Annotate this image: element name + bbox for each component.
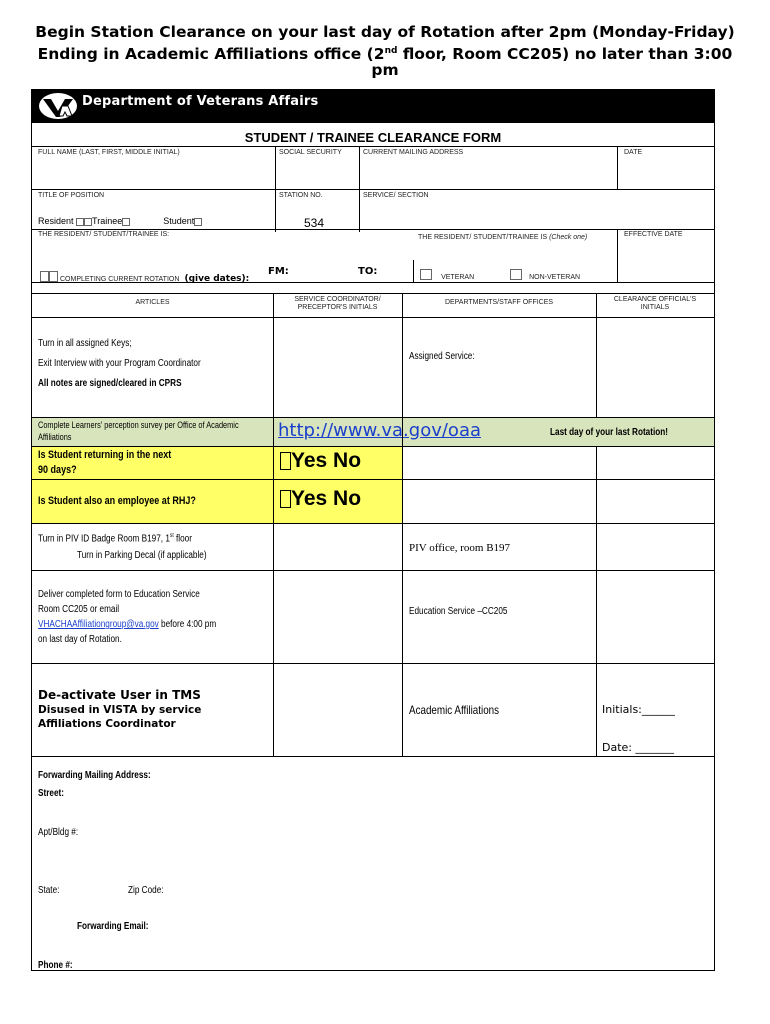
forwarding-email-field[interactable] [162, 917, 692, 935]
tms-text-3: Affiliations Coordinator [38, 718, 176, 730]
phone-field[interactable] [82, 956, 282, 970]
deliver-email-link[interactable]: VHACHAAffiliationgroup@va.gov [38, 619, 159, 630]
resident-is-label: THE RESIDENT/ STUDENT/TRAINEE IS: [38, 231, 170, 238]
parking-decal-text: Turn in Parking Decal (if applicable) [77, 550, 207, 561]
state-field[interactable] [72, 881, 122, 899]
departments-header: DEPARTMENTS/STAFF OFFICES [444, 299, 554, 306]
returning-yes-no[interactable] [280, 449, 361, 473]
returning-yes-no-label: Yes No [291, 449, 362, 472]
street-label: Street: [38, 788, 64, 799]
coordinator-header-1: SERVICE COORDINATOR/ [294, 296, 381, 303]
mailing-address-label: CURRENT MAILING ADDRESS [363, 149, 464, 156]
resident-checkbox[interactable] [76, 218, 84, 226]
apt-label: Apt/Bldg #: [38, 827, 79, 838]
station-number: 534 [304, 216, 325, 230]
zip-label: Zip Code: [128, 885, 164, 896]
trainee-label: Trainee [92, 216, 123, 226]
employee-text: Is Student also an employee at RHJ? [38, 495, 196, 507]
employee-yes-checkbox[interactable] [280, 490, 291, 508]
header-line-3: pm [371, 61, 399, 79]
veteran-label: VETERAN [441, 274, 475, 281]
piv-text-1 [38, 533, 192, 544]
va-logo-icon [38, 92, 78, 120]
header-line-2b: floor, Room CC205) no later than 3:00 [397, 45, 733, 64]
to-label: TO: [358, 266, 378, 277]
articles-header: ARTICLES [135, 299, 170, 306]
trainee-checkbox-2[interactable] [122, 218, 130, 226]
veteran-option[interactable] [420, 264, 474, 283]
resident-label: Resident [38, 216, 74, 226]
ssn-field[interactable] [279, 160, 355, 186]
tms-text-2: Disused in VISTA by service [38, 704, 202, 716]
completing-checkbox[interactable] [40, 271, 49, 282]
resident-is-check-label [418, 234, 587, 242]
piv-text-1a: Turn in PIV ID Badge Room B197, 1 [38, 533, 170, 545]
station-no-label: STATION NO. [279, 192, 323, 199]
check-one-text: (Check one) [549, 234, 588, 241]
official-header-1: CLEARANCE OFFICIAL'S [613, 296, 697, 303]
oaa-link[interactable]: http://www.va.gov/oaa [278, 420, 482, 441]
piv-text-1b: floor [173, 533, 192, 545]
give-dates-label: (give dates): [184, 274, 250, 284]
completing-checkbox-2[interactable] [49, 271, 58, 282]
assigned-service-text: Assigned Service: [409, 351, 475, 362]
returning-yes-checkbox[interactable] [280, 452, 291, 470]
from-label: FM: [268, 266, 289, 277]
clearance-form [31, 89, 715, 971]
piv-sup: st [169, 533, 174, 539]
academic-affiliations-text: Academic Affiliations [409, 703, 500, 717]
date-field[interactable] [622, 160, 710, 186]
notes-text: All notes are signed/cleared in CPRS [38, 378, 182, 389]
non-veteran-label: NON-VETERAN [529, 274, 581, 281]
coordinator-header-2: PRECEPTOR'S INITIALS [297, 304, 378, 311]
piv-office-text: PIV office, room B197 [409, 542, 511, 554]
tms-text-1: De-activate User in TMS [38, 688, 201, 702]
non-veteran-option[interactable] [510, 264, 580, 283]
coordinator-header [273, 296, 402, 312]
initials-field[interactable]: Initials:______ [602, 703, 675, 716]
va-banner [32, 90, 714, 122]
survey-text-1: Complete Learners' perception survey per Office of Academic [38, 420, 239, 430]
full-name-label: FULL NAME (LAST, FIRST, MIDDLE INITIAL) [38, 149, 180, 156]
last-day-text: Last day of your last Rotation! [550, 427, 669, 438]
street-field[interactable] [92, 784, 692, 802]
keys-text: Turn in all assigned Keys; [38, 338, 132, 349]
employee-yes-no[interactable] [280, 487, 361, 511]
survey-text-2: Affiliations [38, 432, 72, 442]
header-line-2a: Ending in Academic Affiliations office (2 [37, 45, 385, 64]
form-title: STUDENT / TRAINEE CLEARANCE FORM [244, 130, 502, 145]
header-line-1: Begin Station Clearance on your last day of Rotation after 2pm (Monday-Friday) [35, 23, 735, 41]
forwarding-title: Forwarding Mailing Address: [38, 770, 151, 781]
trainee-checkbox[interactable] [84, 218, 92, 226]
full-name-field[interactable] [38, 160, 268, 186]
deliver-text-1: Deliver completed form to Education Service [38, 589, 200, 600]
header-sup: nd [384, 46, 398, 56]
forwarding-email-label: Forwarding Email: [77, 921, 149, 932]
deliver-text-2: Room CC205 or email [38, 604, 120, 615]
deliver-text-3 [38, 619, 216, 630]
effective-date-label: EFFECTIVE DATE [624, 231, 683, 238]
returning-text-1: Is Student returning in the next [38, 449, 172, 461]
apt-field[interactable] [92, 823, 692, 841]
official-header-2: INITIALS [640, 304, 670, 311]
banner-title: Department of Veterans Affairs [82, 94, 319, 109]
non-veteran-checkbox[interactable] [510, 269, 522, 280]
phone-label: Phone #: [38, 960, 73, 971]
zip-field[interactable] [172, 881, 292, 899]
service-section-field[interactable] [363, 202, 710, 226]
effective-date-field[interactable] [622, 242, 710, 280]
date-label: DATE [624, 149, 643, 156]
date-signature-field[interactable]: Date: _______ [602, 741, 674, 754]
official-header [596, 296, 714, 312]
position-type-row [38, 215, 202, 227]
check-label-text: THE RESIDENT/ STUDENT/TRAINEE IS [418, 234, 548, 241]
deliver-text-4: on last day of Rotation. [38, 634, 122, 645]
title-position-label: TITLE OF POSITION [38, 192, 105, 199]
veteran-checkbox[interactable] [420, 269, 432, 280]
returning-text-2: 90 days? [38, 464, 77, 476]
mailing-address-field[interactable] [363, 160, 613, 186]
exit-interview-text: Exit Interview with your Program Coordinator [38, 358, 201, 369]
state-label: State: [38, 885, 60, 896]
student-checkbox[interactable] [194, 218, 202, 226]
education-service-text: Education Service –CC205 [409, 606, 508, 617]
completing-label: COMPLETING CURRENT ROTATION [60, 276, 180, 283]
service-section-label: SERVICE/ SECTION [363, 192, 429, 199]
student-label: Student [163, 216, 195, 226]
ssn-label: SOCIAL SECURITY [279, 149, 342, 156]
rotation-row [40, 266, 249, 285]
deliver-deadline: before 4:00 pm [158, 619, 217, 630]
employee-yes-no-label: Yes No [291, 487, 362, 510]
